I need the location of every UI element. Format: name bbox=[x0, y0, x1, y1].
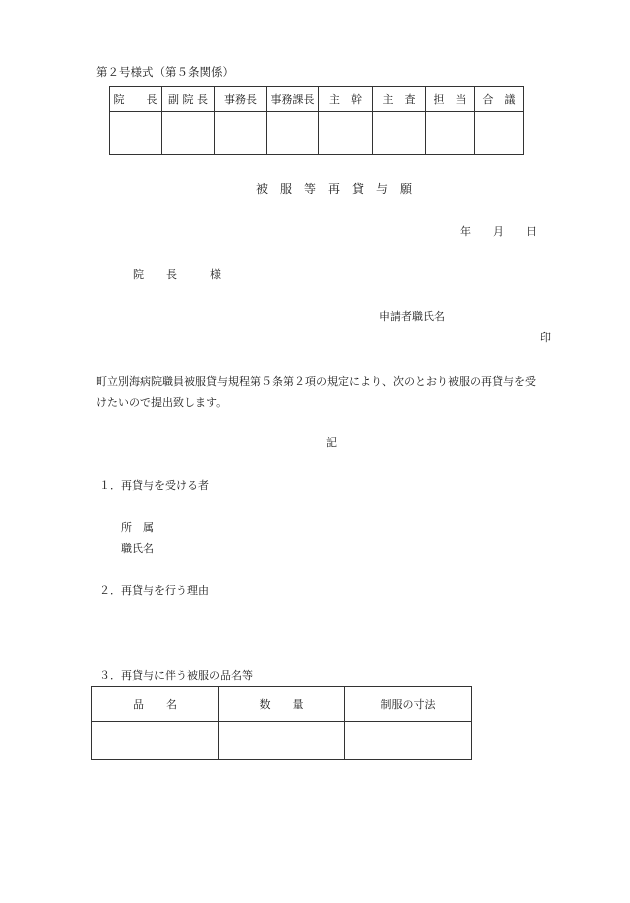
stamp-cell[interactable] bbox=[426, 112, 475, 155]
stamp-cell[interactable] bbox=[215, 112, 267, 155]
section2-heading: ２．再貸与を行う理由 bbox=[99, 584, 209, 597]
item-size-cell[interactable] bbox=[345, 722, 472, 760]
seal-mark: 印 bbox=[540, 331, 551, 344]
document-title: 被 服 等 再 貸 与 願 bbox=[256, 182, 413, 196]
stamp-cell[interactable] bbox=[162, 112, 215, 155]
items-entry-row bbox=[92, 722, 472, 760]
item-quantity-cell[interactable] bbox=[219, 722, 345, 760]
items-header-row bbox=[92, 687, 472, 722]
approval-header-supervisor: 主 幹 bbox=[319, 87, 373, 112]
items-header-name: 品 名 bbox=[92, 687, 219, 722]
approval-stamp-table bbox=[109, 86, 524, 155]
addressee: 院 長 様 bbox=[133, 268, 221, 281]
items-header-quantity: 数 量 bbox=[219, 687, 345, 722]
ki-label: 記 bbox=[326, 436, 337, 449]
approval-header-staff: 担 当 bbox=[426, 87, 475, 112]
body-text-line2: けたいので提出致します。 bbox=[96, 396, 228, 409]
approval-header-section-chief: 事務課長 bbox=[267, 87, 319, 112]
stamp-cell[interactable] bbox=[267, 112, 319, 155]
affiliation-label: 所 属 bbox=[121, 521, 154, 534]
approval-header-consultation: 合 議 bbox=[475, 87, 524, 112]
item-name-cell[interactable] bbox=[92, 722, 219, 760]
approval-header-vice-director: 副 院 長 bbox=[162, 87, 215, 112]
approval-header-office-manager: 事務長 bbox=[215, 87, 267, 112]
approval-header-inspector: 主 査 bbox=[373, 87, 426, 112]
applicant-label: 申請者職氏名 bbox=[379, 310, 445, 323]
stamp-cell[interactable] bbox=[319, 112, 373, 155]
stamp-cell[interactable] bbox=[475, 112, 524, 155]
body-text-line1: 町立別海病院職員被服貸与規程第５条第２項の規定により、次のとおり被服の再貸与を受 bbox=[96, 375, 536, 388]
name-label: 職氏名 bbox=[121, 542, 154, 555]
approval-stamp-row bbox=[110, 112, 524, 155]
stamp-cell[interactable] bbox=[110, 112, 162, 155]
stamp-cell[interactable] bbox=[373, 112, 426, 155]
approval-header-row bbox=[110, 87, 524, 112]
items-header-size: 制服の寸法 bbox=[345, 687, 472, 722]
items-table bbox=[91, 686, 472, 760]
approval-header-director: 院 長 bbox=[110, 87, 162, 112]
form-number: 第２号様式（第５条関係） bbox=[96, 65, 234, 79]
date-line: 年 月 日 bbox=[460, 225, 537, 238]
section1-heading: １．再貸与を受ける者 bbox=[99, 479, 209, 492]
section3-heading: ３．再貸与に伴う被服の品名等 bbox=[99, 669, 253, 682]
